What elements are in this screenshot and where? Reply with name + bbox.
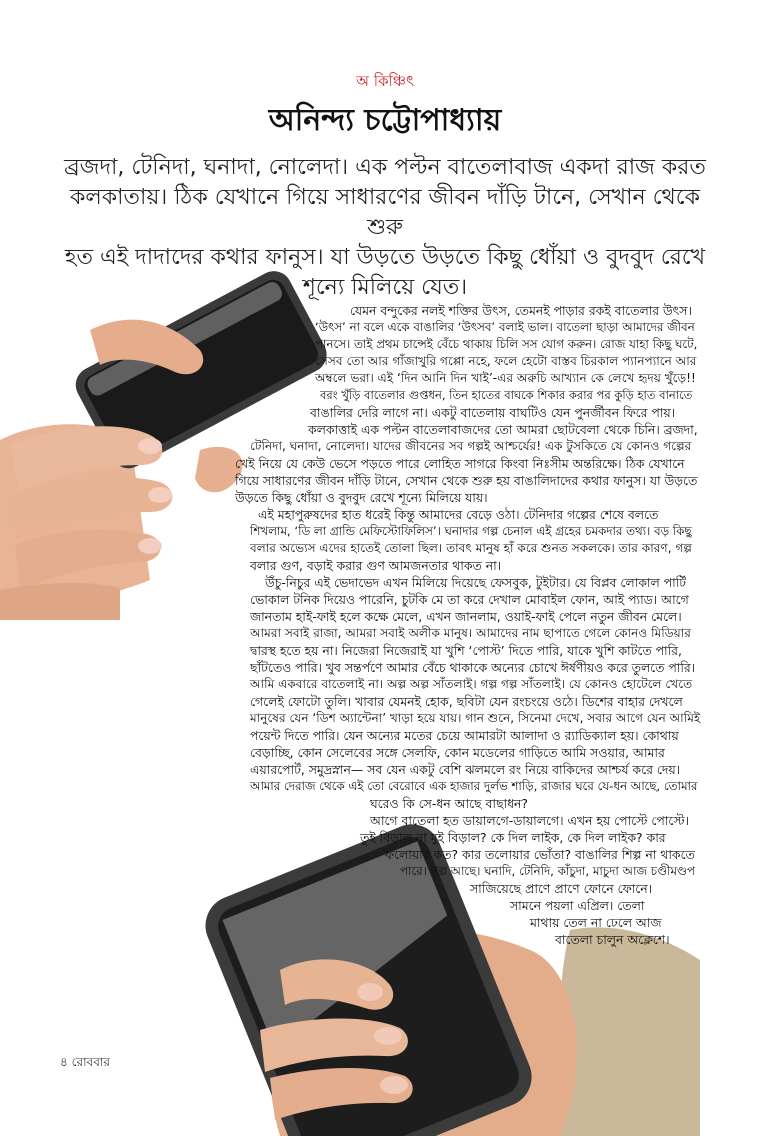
article-line: গিয়ে সাধারণের জীবন দাঁড়ি টানে, সেখান থেকে শুরু হয় বাঙালিদাদের কথার ফানুস। যা উড়তে bbox=[235, 473, 698, 488]
article-line: তুই বিড়াল না মুই বিড়াল? কে দিল লাইক, কে দিল লাইক? কার bbox=[360, 830, 666, 845]
article-line: ছাঁটতেও পারি। খুব সন্তর্পণে আমার বেঁচে থাকাকে অন্যের চোখে ঈর্ষণীয়ও করে তুলতে পারি। bbox=[250, 660, 696, 675]
intro-line: হত এই দাদাদের কথার ফানুস। যা উড়তে উড়তে কিছু ধোঁয়া ও বুদবুদ রেখে bbox=[64, 245, 706, 270]
article-line: টেনিদা, ঘনাদা, নোলেদা। যাদের জীবনের সব গল্পই আশ্চর্যের! এক টুসকিতে যে কোনও গল্পের bbox=[250, 439, 692, 453]
article-line: পানসে। তাই প্রথম চান্সেই বেঁচে থাকায় চিলি সস যোগ করুন। রোজ যাহা কিছু ঘটে, bbox=[315, 337, 698, 351]
article-line: বরং খুঁড়ি বাতেলার গুপ্তধন, তিন হাতের বাঘকে শিকার করার পর কুড়ি হাত বানাতে bbox=[320, 388, 693, 402]
article-line: সামনে পয়লা এপ্রিল। তেলা bbox=[510, 898, 645, 913]
article-line: শিখলাম, ‘ডি লা গ্রান্ডি মেফিস্টোফিলিস’। ঘনাদার গল্প চেনাল এই গ্রহের চমকদার তথ্য। বড় কিছু bbox=[250, 524, 692, 538]
article-line: গেলেই ফোটো তুলি। খাবার যেমনই হোক, ছবিটা যেন রংচংয়ে ওঠে। ডিশের বাহার দেখলে bbox=[250, 694, 683, 709]
article-line: বলার গুণ, বড়াই করার গুণ আমজনতার থাকত না। bbox=[250, 558, 502, 573]
article-line: উড়তে কিছু ধোঁয়া ও বুদবুদ রেখে শূন্যে মিলিয়ে যায়। bbox=[235, 490, 488, 505]
article-body bbox=[0, 302, 700, 962]
article-line: খেই নিয়ে যে কেউ ভেসে পড়তে পারে লোহিত সাগরে কিংবা নিঃসীম অন্তরিক্ষে। ঠিক যেখানে bbox=[235, 456, 685, 471]
article-line: বলার অভ্যেস এদের হাতেই তোলা ছিল। তাবৎ মানুষ হাঁ করে শুনত সকলকে। তার কারণ, গল্প bbox=[250, 541, 692, 555]
article-line: ‘উৎস’ না বলে একে বাঙালির ‘উৎসব’ বলাই ভাল। বাতেলা ছাড়া আমাদের জীবন bbox=[315, 320, 695, 334]
article-line: মানুষের যেন ‘ডিশ অ্যান্টেনা’ খাড়া হয়ে যায়। গান শুনে, সিনেমা দেখে, সবার আগে যেন আমিই bbox=[250, 711, 701, 725]
article-line: আমার দেরাজ থেকে এই তো বেরোবে এক হাজার দুর্লভ শাড়ি, রাজার ঘরে যে-ধন আছে, তোমার bbox=[250, 779, 698, 793]
article-line: কলকাত্তাই এক পল্টন বাতেলাবাজদের তো আমরা ছোটবেলা থেকে চিনি। ব্রজদা, bbox=[308, 422, 698, 437]
article-line: পারে। গল্প আছে। ঘনাদি, টেনিদি, কাঁচুদা, মাচুদা আজ চণ্ডীমণ্ডপ bbox=[400, 864, 695, 878]
page-footer: ৪ রোববার bbox=[60, 1055, 110, 1069]
article-line: আমরা সবাই রাজা, আমরা সবাই অলীক মানুষ। আমাদের নাম ছাপাতে গেলে কোনও মিডিয়ার bbox=[250, 626, 691, 640]
intro-line: ব্রজদা, টেনিদা, ঘনাদা, নোলেদা। এক পল্টন বাতেলাবাজ একদা রাজ করত bbox=[64, 155, 706, 180]
article-line: এয়ারপোর্ট, সমুদ্রস্নান— সব যেন একটু বেশি ঝলমলে রং নিয়ে বাকিদের আশ্চর্য করে দেয়। bbox=[250, 762, 681, 777]
article-line: বাতেলা চালুন অক্লেশে। bbox=[555, 932, 670, 947]
article-line: বেড়াচ্ছি, কোন সেলেবের সঙ্গে সেলফি, কোন মডেলের গাড়িতে আমি সওয়ার, আমার bbox=[250, 745, 665, 760]
article-line: মাথায় তেল না ঢেলে আজ bbox=[530, 915, 662, 930]
article-line: সাজিয়েছে প্রাণে প্রাণে ফোনে ফোনে। bbox=[470, 881, 653, 896]
intro-line: কলকাতায়। ঠিক যেখানে গিয়ে সাধারণের জীবন দাঁড়ি টানে, সেখান থেকে শুরু bbox=[70, 185, 700, 240]
article-line: বাঙালির দেরি লাগে না। একটু বাতেলায় বাঘটিও যেন পুনর্জীবন ফিরে পায়। bbox=[310, 405, 676, 420]
intro-line: শূন্যে মিলিয়ে যেত। bbox=[302, 275, 468, 300]
article-line: যেমন বন্দুকের নলই শক্তির উৎস, তেমনই পাড়ার রকই বাতেলার উৎস। bbox=[350, 303, 692, 318]
article-line: ভোকাল টনিক দিয়েও পারেনি, চুটকি মে তা করে দেখাল মোবাইল ফোন, আই প্যাড। আগে bbox=[250, 592, 689, 607]
author-byline: অনিন্দ্য চট্টোপাধ্যায় bbox=[268, 103, 502, 138]
article-line: ফলোয়ার কত? কার তলোয়ার ভোঁতা? বাঙালির শিল্প না থাকতে bbox=[385, 847, 695, 862]
article-line: জানতাম হাই-ফাই হলে কক্ষে মেলে, এখন জানলাম, ওয়াই-ফাই পেলে নতুন জীবন মেলে। bbox=[250, 609, 682, 624]
article-line: সেসব তো আর গাঁজাখুরি গপ্পো নহে, ফলে হেটো বাস্তব চিরকাল প্যানপ্যানে আর bbox=[315, 354, 697, 368]
article-line: উঁচু-নিচুর এই ভেদাভেদ এখন মিলিয়ে দিয়েছে ফেসবুক, টুইটার। যে বিপ্লব লোকাল পার্টি bbox=[265, 575, 686, 590]
article-line: অম্বলে ভরা। এই ‘দিন আনি দিন খাই’-এর অরুচি আখ্যান কে লেখে হৃদয় খুঁড়ে!! bbox=[315, 371, 696, 385]
article-line: পয়েন্ট দিতে পারি। যেন অন্যের মতের চেয়ে আমারটা আলাদা ও র‍্যাডিক্যাল হয়। কোথায় bbox=[250, 728, 679, 743]
article-line: আমি একবারে বাতেলাই না। অল্প অল্প সাঁতলাই। গল্প গল্প সাঁতলাই। যে কোনও হোটেলে খেতে bbox=[250, 677, 693, 691]
article-line: এই মহাপুরুষদের হাত ধরেই কিন্তু আমাদের বেড়ে ওঠা। টেনিদার গল্পের শেষে বলতে bbox=[258, 507, 659, 522]
article-line: আগে বাতেলা হত ডায়ালগে-ডায়ালগে। এখন হয় পোস্টে পোস্টে। bbox=[370, 813, 690, 828]
article-line: ঘরেও কি সে-ধন আছে বাছাধন? bbox=[370, 796, 529, 811]
section-kicker: অ কিঞ্চিৎ bbox=[356, 72, 414, 90]
article-line: দ্বারস্থ হতে হয় না। নিজেরা নিজেরাই যা খুশি ‘পোস্ট’ দিতে পারি, যাকে খুশি কাটতে পারি, bbox=[250, 643, 682, 658]
